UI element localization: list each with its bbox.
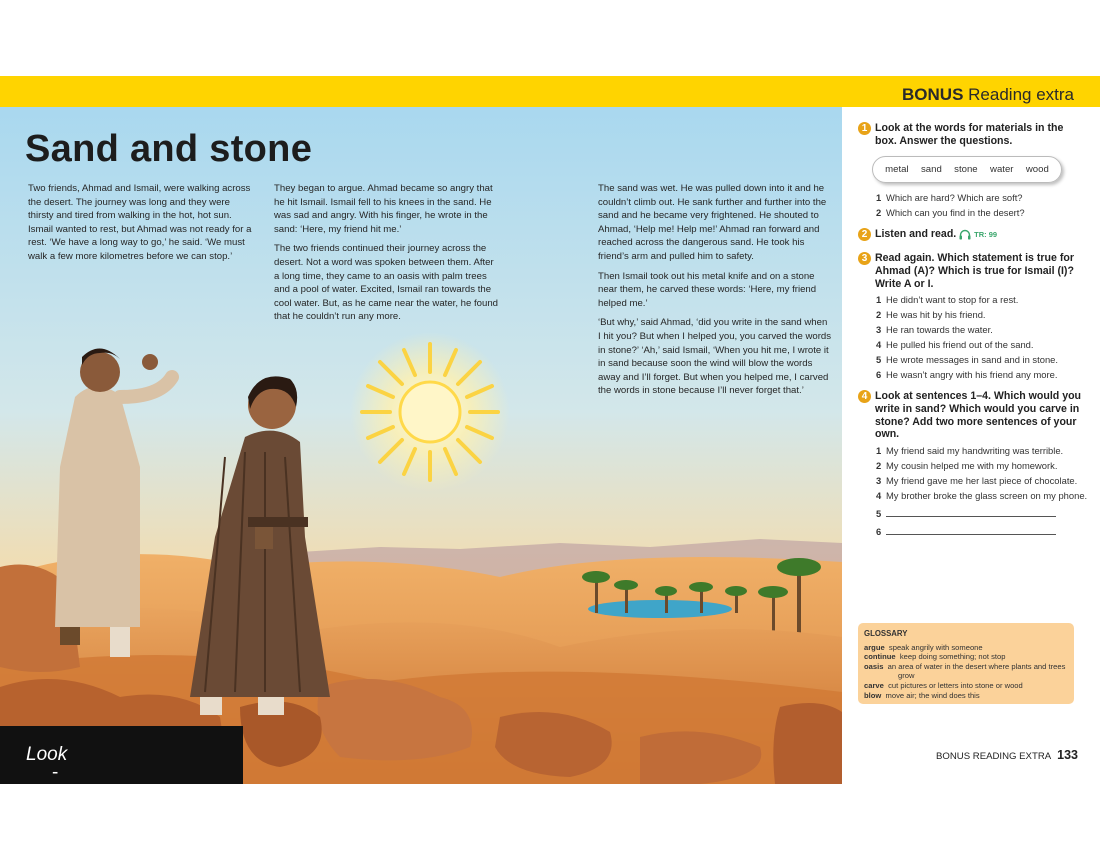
story-paragraph: Two friends, Ahmad and Ismail, were walking across the desert. The journey was long and they were thirsty and tired from walking in the hot, hot sun. Ismail wanted to rest, but Ahmad was not ready for a rest. ‘We have a long way to go,’ he said. ‘We must walk a few more kilometres before we can stop.’ [28,183,252,262]
story-column-3 [598,182,832,404]
list-item: 4 My brother broke the glass screen on my phone. [876,490,1088,502]
list-item: 1 Which are hard? Which are soft? [876,192,1023,203]
list-item: 2 My cousin helped me with my homework. [876,460,1058,472]
list-item: 6 He wasn’t angry with his friend any more. [876,369,1058,381]
story-paragraph: ‘But why,’ said Ahmad, ‘did you write in the sand when I hit you? But when I helped you, you carved the words in stone?’ ‘Ah,’ said Ismail, ‘When you hit me, I wrote it in sand because soon the wind will blow the words away and I’ll forget. But when you helped me, I carved the words in stone because I’ll never forget that.’ [598,317,832,397]
list-item: 4 He pulled his friend out of the sand. [876,339,1034,351]
sun [350,332,510,492]
header-bar [0,76,1100,107]
answer-blank-line[interactable]: 5 [858,508,1088,520]
headphones-icon[interactable] [959,229,971,240]
story-column-2 [274,182,498,330]
list-item: 2 Which can you find in the desert? [876,207,1025,218]
list-item: 3 My friend gave me her last piece of chocolate. [876,475,1078,487]
bonus-reading-extra-heading: BONUS Reading extra [902,85,1074,104]
story-paragraph: They began to argue. Ahmad became so angry that he hit Ismail. Ismail fell to his knees in the sand. He was sad and angry. With his finger, he wrote in the sand: ‘Here, my friend hit me.’ [274,183,493,235]
page-number: 133 [1057,748,1079,762]
word-wood: wood [1025,164,1049,175]
word-metal: metal [885,164,909,175]
glossary-entry: continue keep doing something; not stop [864,652,1006,662]
word-sand: sand [921,164,942,175]
question-3-text: Read again. Which statement is true for Ahmad (A)? Which is true for Ismail (I)? Write A or I. [875,252,1074,290]
word-stone: stone [954,164,978,175]
glossary-entry: blow move air; the wind does this [864,690,980,700]
materials-word-box [872,156,1062,183]
question-1-items [858,192,1088,222]
glossary-title: GLOSSARY [864,629,908,638]
glossary-entry: oasis an area of water in the desert where plants and trees grow [864,661,1066,681]
list-item: 5 He wrote messages in sand and in stone. [876,354,1058,366]
look-reading-extra-bar [0,726,243,827]
page-footer [936,748,1078,762]
question-number-badge: 2 [858,228,871,241]
story-column-1 [28,182,252,270]
list-item: 1 My friend said my handwriting was terrible. [876,445,1064,457]
question-number-badge: 4 [858,390,871,403]
question-3 [858,252,1088,384]
question-number-badge: 3 [858,252,871,265]
list-item: 2 He was hit by his friend. [876,309,986,321]
story-paragraph: The two friends continued their journey across the desert. Not a word was spoken between them. After a long time, they came to an oasis with palm trees and a pool of water. Excited, Ismail ran towards the cool water. But, as he came near the water, he found that he couldn’t run any more. [274,243,498,323]
question-number-badge: 1 [858,122,871,135]
question-2-text: Listen and read. TR: 99 [875,228,998,240]
page-title: Sand and stone [25,128,313,170]
question-4-text: Look at sentences 1–4. Which would you write in sand? Which would you carve in stone? Add two more sentences of your own. [875,390,1082,441]
word-water: water [990,164,1014,175]
list-item: 3 He ran towards the water. [876,324,993,336]
question-4 [858,390,1088,541]
glossary-entry: argue speak angrily with someone [864,642,983,652]
answer-blank-line[interactable]: 6 [858,526,1088,538]
question-1-text: Look at the words for materials in the box. Answer the questions. [875,122,1064,147]
glossary-box [858,623,1074,704]
story-paragraph: Then Ismail took out his metal knife and on a stone near them, he carved these words: ‘Here, my friend helped me.’ [598,270,817,309]
glossary-entry: carve cut pictures or letters into stone or wood [864,680,1023,690]
question-2 [858,228,1088,242]
question-1 [858,122,1088,148]
audio-track-label: TR: 99 [974,230,998,239]
look-reading-extra-label: Look - Reading Extra [26,744,123,827]
footer-label: BONUS READING EXTRA [936,751,1052,762]
list-item: 1 He didn’t want to stop for a rest. [876,294,1019,306]
story-paragraph: The sand was wet. He was pulled down into it and he couldn’t climb out. He sank further and further into the sand and he became very frightened. He shouted to Ahmad, ‘Help me! Help me!’ Ahmad ran forward and reached across the dangerous sand. He took his friend’s arm and pulled him to safety. [598,183,827,262]
